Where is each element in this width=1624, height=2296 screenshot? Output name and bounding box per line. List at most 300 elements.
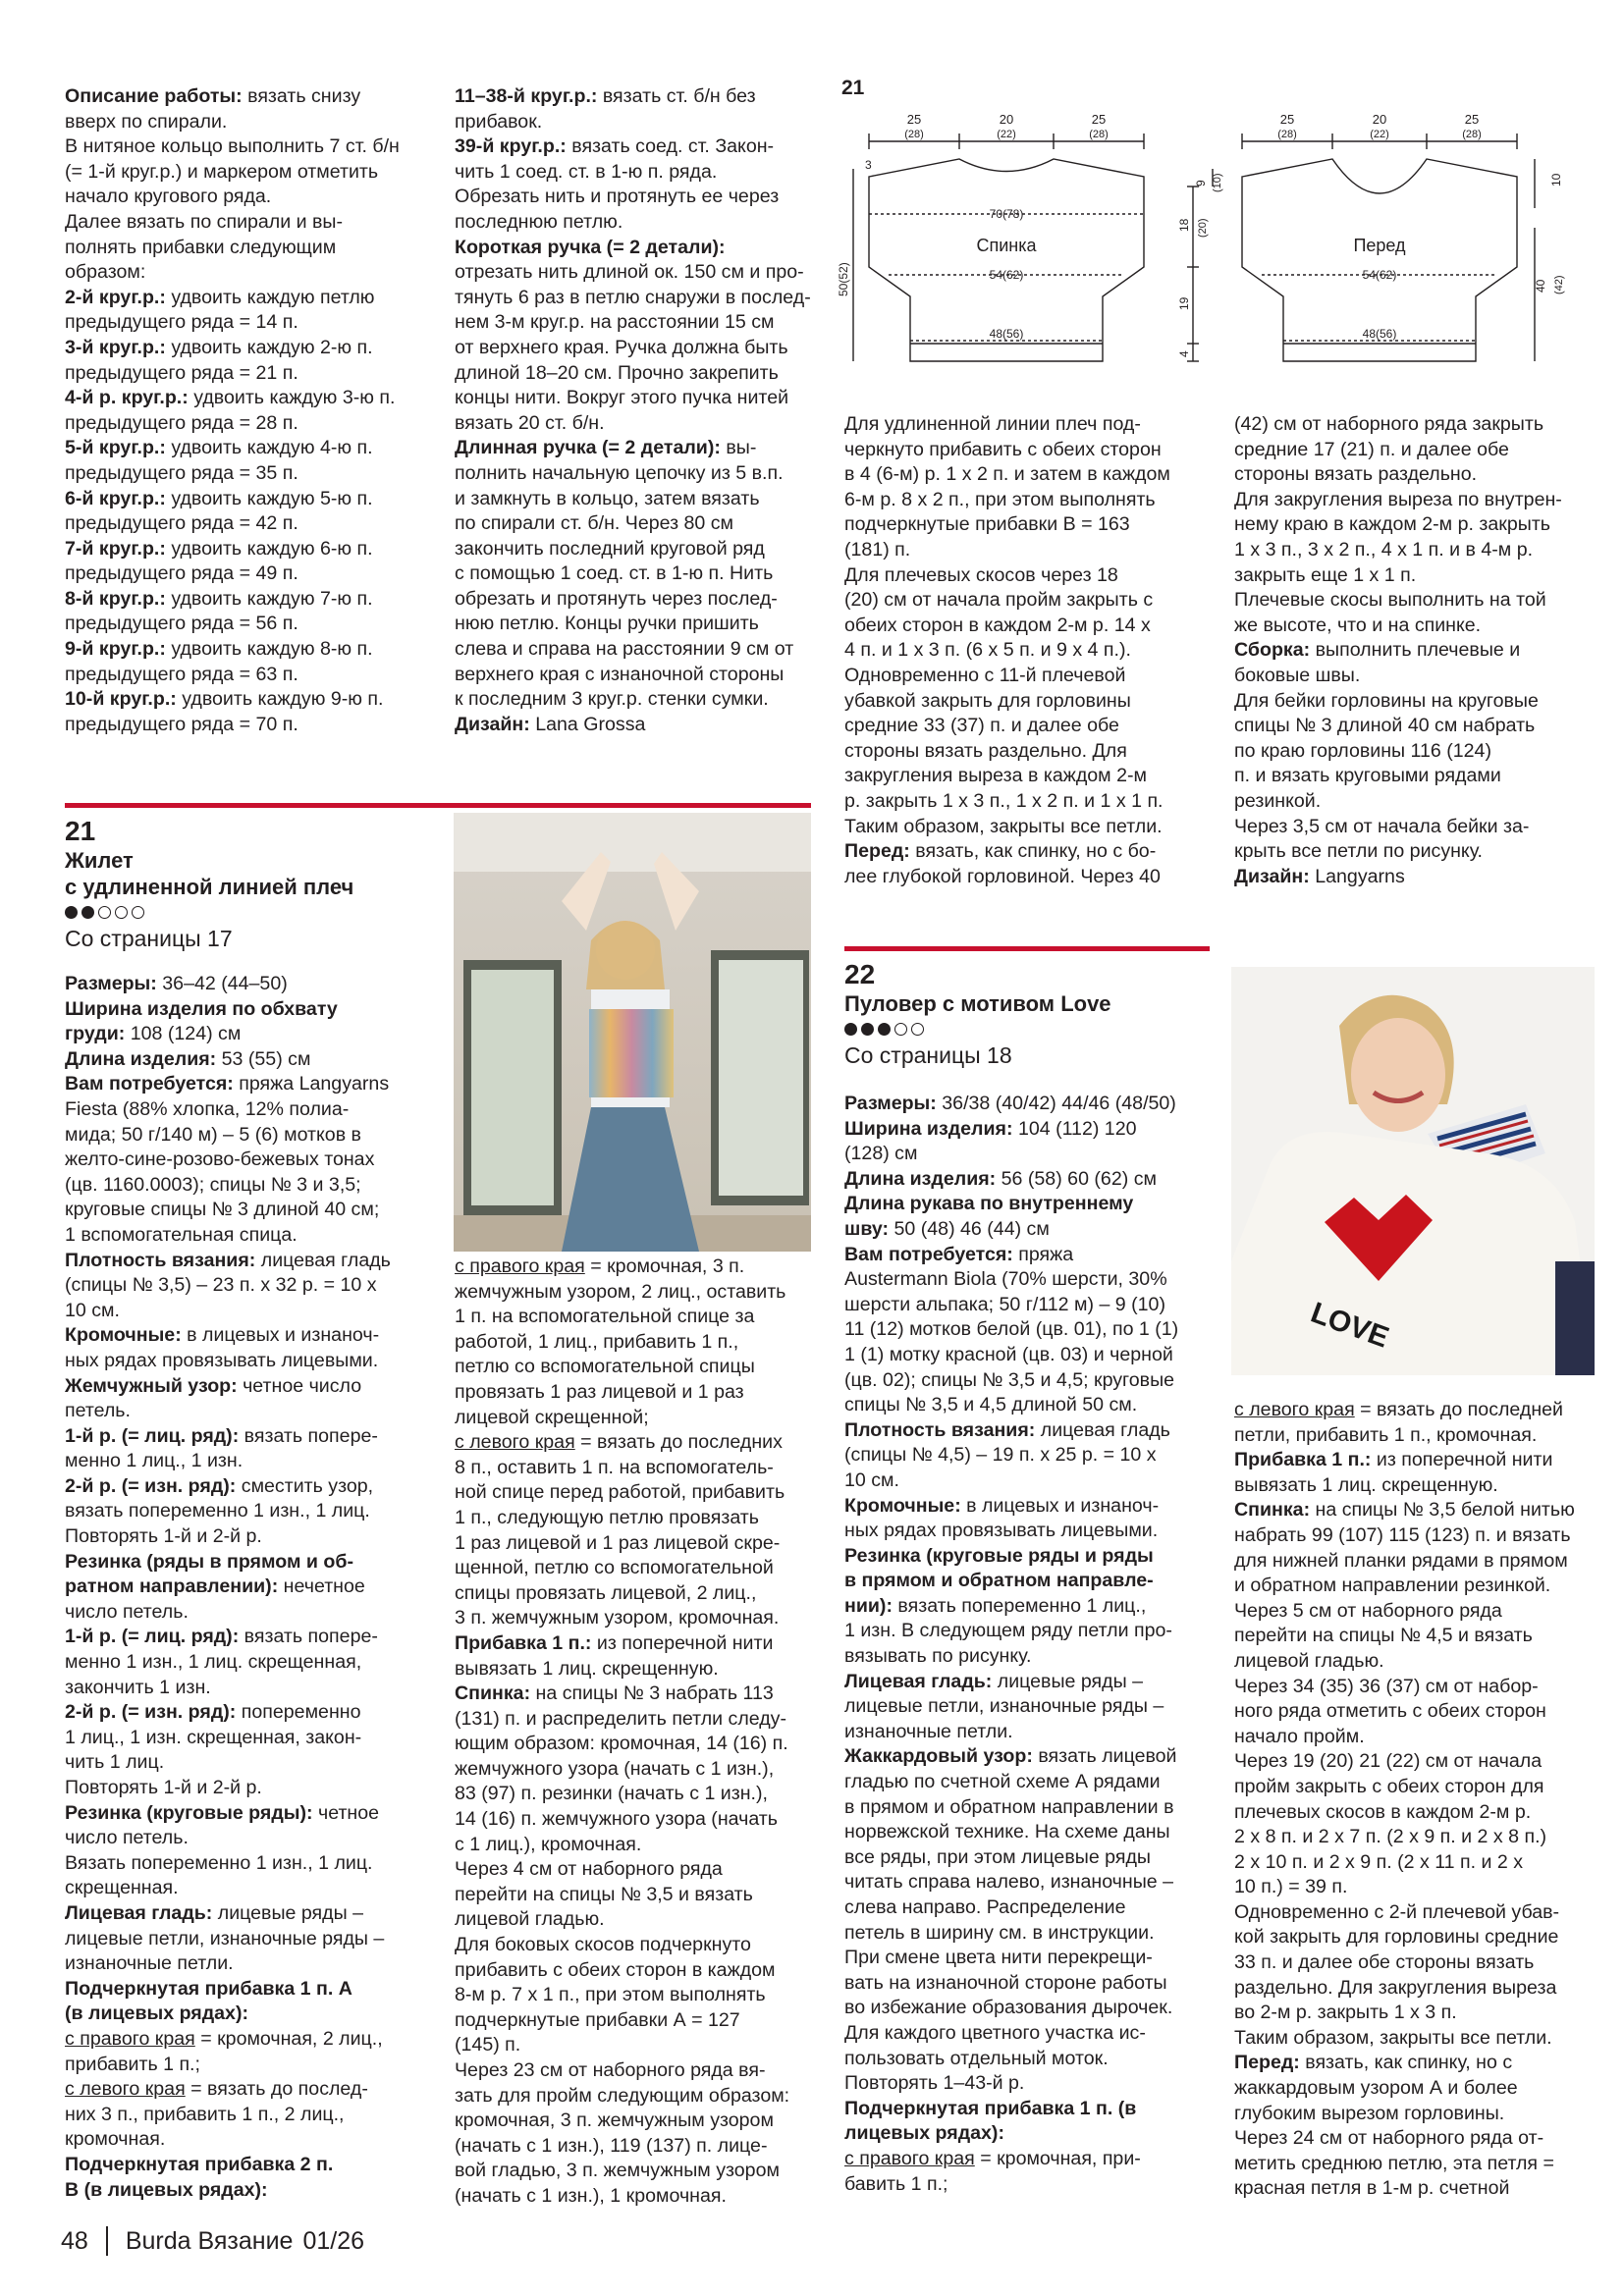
text-line bbox=[844, 1243, 1218, 1268]
line-text: четное число bbox=[237, 1374, 362, 1397]
line-text: раздельно. Для закругления выреза bbox=[1234, 1976, 1557, 1999]
line-text: Fiesta (88% хлопка, 12% полиа- bbox=[65, 1097, 350, 1120]
line-text: лицевые ряды – bbox=[212, 1901, 364, 1924]
text-line bbox=[65, 1072, 428, 1097]
text-line bbox=[65, 1625, 428, 1650]
line-text: в прямом и обратном направлении в bbox=[844, 1795, 1174, 1818]
line-text: от верхнего края. Ручка должна быть bbox=[455, 336, 788, 358]
text-line bbox=[65, 134, 418, 160]
line-text: концы нити. Вокруг этого пучка нитей bbox=[455, 387, 789, 409]
text-line bbox=[1234, 2176, 1597, 2202]
text-line bbox=[844, 1896, 1218, 1921]
difficulty-dot-empty bbox=[894, 1023, 907, 1036]
text-line bbox=[844, 1468, 1218, 1494]
difficulty-dot-empty bbox=[115, 906, 128, 919]
text-line bbox=[844, 1117, 1218, 1143]
text-line bbox=[65, 1750, 428, 1776]
text-line bbox=[1234, 2001, 1597, 2026]
line-text: (= 1-й круг.р.) и маркером отметить bbox=[65, 160, 379, 183]
page-number: 48 bbox=[61, 2227, 88, 2255]
svg-text:50(52): 50(52) bbox=[837, 262, 850, 296]
line-text: (цв. 02); спицы № 3,5 и 4,5; круговые bbox=[844, 1368, 1175, 1391]
line-text: стороны вязать раздельно. bbox=[1234, 463, 1478, 486]
line-text: в 4 (6-м) р. 1 x 2 п. и затем в каждом bbox=[844, 463, 1170, 486]
line-text: сместить узор, bbox=[236, 1474, 374, 1497]
line-text: вязать ст. б/н без bbox=[597, 85, 756, 107]
line-text: на спицы № 3 набрать 113 bbox=[530, 1682, 774, 1705]
line-text: вы- bbox=[720, 437, 757, 459]
text-line bbox=[65, 185, 418, 210]
line-text: образом: bbox=[65, 261, 146, 284]
line-text: Для закругления выреза по внутрен- bbox=[1234, 488, 1562, 510]
line-text: (128) см bbox=[844, 1143, 918, 1165]
text-line bbox=[1234, 1398, 1597, 1423]
line-text: удвоить каждую 6-ю п. bbox=[165, 537, 373, 560]
text-line bbox=[844, 438, 1218, 463]
line-text: 1 x 3 п., 3 x 2 п., 4 x 1 п. и в 4-м р. bbox=[1234, 538, 1534, 561]
text-line bbox=[1234, 2102, 1597, 2127]
text-line bbox=[1234, 865, 1597, 890]
line-text: средние 17 (21) п. и далее обе bbox=[1234, 438, 1509, 460]
text-line bbox=[65, 2178, 428, 2204]
line-text: спицы № 3 длиной 40 см набрать bbox=[1234, 715, 1536, 737]
bold-term: Длинная ручка (= 2 детали): bbox=[455, 437, 721, 459]
bold-term: Резинка (круговые ряды и ряды bbox=[844, 1544, 1154, 1567]
line-text: Повторять 1-й и 2-й р. bbox=[65, 1525, 262, 1548]
bold-term: 4-й р. круг.р.: bbox=[65, 387, 189, 409]
line-text: удвоить каждую 4-ю п. bbox=[165, 437, 373, 459]
svg-text:20: 20 bbox=[1372, 112, 1387, 127]
line-text: жаккардовым узором А и более bbox=[1234, 2077, 1518, 2100]
line-text: черкнуто прибавить с обеих сторон bbox=[844, 438, 1162, 460]
difficulty-dot-filled bbox=[878, 1023, 891, 1036]
text-line bbox=[1234, 1423, 1597, 1449]
svg-text:(28): (28) bbox=[1462, 129, 1482, 140]
text-line bbox=[1234, 538, 1597, 563]
text-line bbox=[844, 1820, 1218, 1845]
bold-term: Жаккардовый узор: bbox=[844, 1745, 1033, 1768]
svg-text:(28): (28) bbox=[904, 129, 924, 140]
line-text: удвоить каждую петлю bbox=[165, 286, 375, 308]
text-line bbox=[65, 160, 418, 186]
line-text: нему краю в каждом 2-м р. закрыть bbox=[1234, 513, 1550, 536]
text-line bbox=[844, 815, 1218, 840]
bold-term: в прямом и обратном направле- bbox=[844, 1570, 1154, 1592]
line-text: В нитяное кольцо выполнить 7 ст. б/н bbox=[65, 135, 400, 158]
line-text: средние 33 (37) п. и далее обе bbox=[844, 715, 1119, 737]
line-text: плечевых скосов в каждом 2-м р. bbox=[1234, 1800, 1532, 1823]
line-text: прибавить 1 п.; bbox=[65, 2053, 200, 2075]
text-line bbox=[65, 386, 418, 411]
line-text: попеременно bbox=[236, 1701, 361, 1724]
text-line bbox=[65, 487, 418, 512]
text-line bbox=[844, 538, 1218, 563]
line-text: 36–42 (44–50) bbox=[156, 973, 288, 994]
line-text: = вязать до последней bbox=[1354, 1399, 1563, 1420]
svg-text:40: 40 bbox=[1534, 279, 1547, 293]
bold-term: Дизайн: bbox=[455, 713, 530, 735]
line-text: жемчужного узора (начать с 1 изн.), bbox=[455, 1757, 775, 1780]
bold-term: Ширина изделия по обхвату bbox=[65, 997, 338, 1020]
text-line bbox=[1234, 714, 1597, 739]
difficulty-dot-filled bbox=[81, 906, 94, 919]
front-label: Перед bbox=[1353, 236, 1406, 255]
text-line bbox=[65, 1575, 428, 1600]
underlined-term: с правого края bbox=[844, 2147, 975, 2169]
text-line bbox=[844, 2172, 1218, 2198]
line-text: все ряды, при этом лицевые ряды bbox=[844, 1845, 1151, 1868]
text-line bbox=[65, 84, 418, 110]
line-text: из поперечной нити bbox=[591, 1631, 774, 1654]
bold-term: нии): bbox=[844, 1594, 893, 1617]
text-line bbox=[455, 236, 818, 261]
text-line bbox=[455, 1255, 818, 1280]
line-text: ной спице перед работой, прибавить bbox=[455, 1481, 785, 1504]
text-line bbox=[844, 865, 1218, 890]
text-line bbox=[455, 1857, 818, 1883]
line-text: 10 см. bbox=[65, 1299, 120, 1321]
text-line bbox=[455, 310, 818, 336]
line-text: изнаночные петли. bbox=[844, 1720, 1013, 1742]
text-line bbox=[455, 1406, 818, 1431]
line-text: пряжа bbox=[1012, 1243, 1074, 1265]
text-line bbox=[844, 1569, 1218, 1594]
line-text: Для бейки горловины на круговые bbox=[1234, 689, 1539, 712]
text-line bbox=[65, 1349, 428, 1374]
bold-term: Сборка: bbox=[1234, 639, 1311, 662]
text-line bbox=[65, 537, 418, 562]
bold-term: Длина изделия: bbox=[65, 1047, 217, 1070]
text-line bbox=[455, 1883, 818, 1908]
svg-text:25: 25 bbox=[1091, 112, 1107, 127]
text-line bbox=[65, 2077, 428, 2103]
text-line bbox=[65, 1676, 428, 1701]
line-text: жемчужным узором, 2 лиц., оставить bbox=[455, 1280, 786, 1303]
line-text: по спирали ст. б/н. Через 80 см bbox=[455, 512, 734, 535]
line-text: Повторять 1–43-й р. bbox=[844, 2072, 1025, 2095]
col1-top-text bbox=[65, 84, 418, 737]
text-line bbox=[844, 462, 1218, 488]
bold-term: Спинка: bbox=[455, 1682, 531, 1705]
text-line bbox=[1234, 815, 1597, 840]
line-text: лицевые петли, изнаночные ряды – bbox=[65, 1927, 385, 1949]
line-text: петли, прибавить 1 п., кромочная. bbox=[1234, 1423, 1538, 1446]
text-line bbox=[844, 488, 1218, 513]
line-text: 1 изн. В следующем ряду петли про- bbox=[844, 1620, 1172, 1642]
line-text: начало пройм. bbox=[1234, 1725, 1365, 1747]
bold-term: Кромочные: bbox=[65, 1324, 182, 1347]
section-number: 22 bbox=[844, 959, 876, 989]
bold-term: Перед: bbox=[1234, 2052, 1300, 2074]
line-text: предыдущего ряда = 28 п. bbox=[65, 411, 298, 434]
text-line bbox=[1234, 2152, 1597, 2177]
line-text: слева направо. Распределение bbox=[844, 1896, 1126, 1918]
line-text: гладью по счетной схеме А рядами bbox=[844, 1771, 1161, 1793]
line-text: п. и вязать круговыми рядами bbox=[1234, 765, 1501, 787]
bold-term: Лицевая гладь: bbox=[844, 1670, 993, 1692]
text-line bbox=[1234, 764, 1597, 789]
text-line bbox=[844, 2097, 1218, 2122]
text-line bbox=[844, 1092, 1218, 1117]
line-text: 50 (48) 46 (44) см bbox=[889, 1217, 1050, 1240]
line-text: удвоить каждую 8-ю п. bbox=[165, 638, 373, 661]
line-text: Через 23 см от наборного ряда вя- bbox=[455, 2059, 766, 2081]
text-line bbox=[455, 260, 818, 286]
line-text: 36/38 (40/42) 44/46 (48/50) bbox=[936, 1093, 1176, 1114]
text-line bbox=[65, 1851, 428, 1877]
line-text: в лицевых и изнаноч- bbox=[960, 1494, 1160, 1517]
text-line bbox=[844, 1443, 1218, 1468]
text-line bbox=[455, 110, 818, 135]
line-text: лицевая гладь bbox=[255, 1249, 391, 1271]
bold-term: 1-й р. (= лиц. ряд): bbox=[65, 1424, 240, 1447]
text-line bbox=[455, 1531, 818, 1557]
text-line bbox=[1234, 1725, 1597, 1750]
text-line bbox=[1234, 1775, 1597, 1800]
underlined-term: с правого края bbox=[455, 1255, 585, 1277]
section-number: 21 bbox=[65, 816, 96, 846]
line-text: подчеркнутые прибавки В = 163 bbox=[844, 513, 1130, 536]
line-text: 10 см. bbox=[844, 1468, 899, 1491]
line-text: удвоить каждую 5-ю п. bbox=[165, 487, 373, 509]
line-text: зать для пройм следующим образом: bbox=[455, 2084, 790, 2107]
line-text: = вязать до последних bbox=[574, 1431, 783, 1454]
line-text: в лицевых и изнаноч- bbox=[181, 1324, 380, 1347]
text-line bbox=[844, 1670, 1218, 1695]
text-line bbox=[455, 2159, 818, 2184]
line-text: (181) п. bbox=[844, 538, 911, 561]
line-text: предыдущего ряда = 70 п. bbox=[65, 713, 298, 735]
svg-text:20: 20 bbox=[999, 112, 1014, 127]
line-text: Через 24 см от наборного ряда от- bbox=[1234, 2127, 1544, 2150]
col1-mid-text bbox=[65, 972, 428, 2203]
text-line bbox=[455, 1682, 818, 1707]
text-line bbox=[844, 839, 1218, 865]
line-text: удвоить каждую 9-ю п. bbox=[176, 688, 384, 711]
text-line bbox=[844, 1971, 1218, 1997]
line-text: нюю петлю. Концы ручки пришить bbox=[455, 613, 759, 635]
text-line bbox=[844, 1368, 1218, 1394]
line-text: ного ряда отметить с обеих сторон bbox=[1234, 1700, 1546, 1723]
text-line bbox=[1234, 614, 1597, 639]
text-line bbox=[65, 713, 418, 738]
text-line bbox=[455, 2058, 818, 2084]
line-text: (20) см от начала пройм закрыть с bbox=[844, 589, 1154, 612]
text-line bbox=[65, 587, 418, 613]
svg-text:(42): (42) bbox=[1553, 275, 1565, 294]
text-line bbox=[65, 1977, 428, 2002]
line-text: лицевой гладью. bbox=[455, 1908, 605, 1931]
col2-mid-text bbox=[455, 1255, 818, 2210]
svg-text:(20): (20) bbox=[1197, 218, 1209, 238]
text-line bbox=[455, 361, 818, 387]
svg-text:70(78): 70(78) bbox=[989, 207, 1024, 221]
line-text: с помощью 1 соед. ст. в 1-ю п. Нить bbox=[455, 562, 774, 585]
text-line bbox=[455, 1581, 818, 1607]
line-text: пройм закрыть с обеих сторон для bbox=[1234, 1775, 1544, 1797]
text-line bbox=[1234, 1523, 1597, 1549]
text-line bbox=[844, 1644, 1218, 1670]
line-text: лицевой скрещенной; bbox=[455, 1406, 649, 1428]
line-text: предыдущего ряда = 35 п. bbox=[65, 461, 298, 484]
text-line bbox=[65, 2153, 428, 2178]
line-text: 10 п.) = 39 п. bbox=[1234, 1876, 1348, 1898]
line-text: прибавок. bbox=[455, 110, 543, 133]
text-line bbox=[1234, 512, 1597, 538]
text-line bbox=[455, 1757, 818, 1783]
line-text: читать справа налево, изнаночные – bbox=[844, 1871, 1174, 1894]
line-text: во избежание образования дырочек. bbox=[844, 1997, 1173, 2019]
text-line bbox=[844, 664, 1218, 689]
line-text: вязать 20 ст. б/н. bbox=[455, 411, 605, 434]
line-text: во 2-м р. закрыть 1 x 3 п. bbox=[1234, 2002, 1457, 2024]
text-line bbox=[65, 561, 418, 587]
svg-text:(28): (28) bbox=[1277, 129, 1297, 140]
line-text: вой гладью, 3 п. жемчужным узором bbox=[455, 2160, 780, 2182]
text-line bbox=[455, 185, 818, 210]
line-text: закругления выреза в каждом 2-м bbox=[844, 765, 1147, 787]
text-line bbox=[65, 461, 418, 487]
line-text: предыдущего ряда = 21 п. bbox=[65, 361, 298, 384]
text-line bbox=[455, 1631, 818, 1657]
text-line bbox=[65, 1524, 428, 1550]
svg-text:3: 3 bbox=[865, 158, 872, 172]
text-line bbox=[1234, 839, 1597, 865]
text-line bbox=[65, 436, 418, 461]
bold-term: 39-й круг.р.: bbox=[455, 135, 567, 158]
bold-term: Резинка (круговые ряды): bbox=[65, 1801, 313, 1824]
text-line bbox=[65, 336, 418, 361]
text-line bbox=[1234, 1925, 1597, 1950]
line-text: менно 1 изн., 1 лиц. скрещенная, bbox=[65, 1651, 362, 1674]
text-line bbox=[455, 1707, 818, 1733]
text-line bbox=[844, 1293, 1218, 1318]
line-text: кой закрыть для горловины средние bbox=[1234, 1926, 1559, 1949]
text-line bbox=[455, 1380, 818, 1406]
text-line bbox=[65, 1927, 428, 1952]
svg-text:48(56): 48(56) bbox=[1362, 327, 1397, 341]
text-line bbox=[65, 1273, 428, 1299]
line-text: (спицы № 3,5) – 23 п. x 32 р. = 10 x bbox=[65, 1274, 377, 1297]
diagram-number: 21 bbox=[841, 77, 865, 99]
text-line bbox=[455, 2008, 818, 2034]
text-line bbox=[65, 1424, 428, 1450]
line-text: чить 1 лиц. bbox=[65, 1751, 165, 1774]
bold-term: Резинка (ряды в прямом и об- bbox=[65, 1550, 353, 1573]
line-text: нем 3-м круг.р. на расстоянии 15 см bbox=[455, 311, 775, 334]
text-line bbox=[844, 1544, 1218, 1570]
line-text: боковые швы. bbox=[1234, 664, 1361, 686]
line-text: глубоким вырезом горловины. bbox=[1234, 2102, 1505, 2124]
text-line bbox=[455, 1807, 818, 1833]
line-text: (цв. 1160.0003); спицы № 3 и 3,5; bbox=[65, 1173, 361, 1196]
text-line bbox=[1234, 1649, 1597, 1675]
bold-term: 6-й круг.р.: bbox=[65, 487, 166, 509]
line-text: отрезать нить длиной ок. 150 см и про- bbox=[455, 261, 804, 284]
text-line bbox=[455, 1456, 818, 1481]
svg-text:(28): (28) bbox=[1089, 129, 1109, 140]
model-photo-love-sweater bbox=[1231, 967, 1595, 1375]
line-text: ных рядах провязывать лицевыми. bbox=[65, 1349, 379, 1371]
text-line bbox=[65, 1097, 428, 1123]
text-line bbox=[65, 361, 418, 387]
line-text: вязать попеременно 1 лиц., bbox=[892, 1594, 1147, 1617]
bold-term: Размеры: bbox=[844, 1093, 937, 1114]
bold-term: 2-й р. (= изн. ряд): bbox=[65, 1701, 237, 1724]
line-text: вязать соед. ст. Закон- bbox=[566, 135, 775, 158]
section-22-header bbox=[844, 946, 1210, 1071]
text-line bbox=[65, 2053, 428, 2078]
text-line bbox=[1234, 1749, 1597, 1775]
text-line bbox=[65, 687, 418, 713]
line-text: закрыть еще 1 x 1 п. bbox=[1234, 563, 1417, 586]
bold-term: Плотность вязания: bbox=[844, 1418, 1036, 1441]
text-line bbox=[844, 1744, 1218, 1770]
text-line bbox=[65, 1650, 428, 1676]
line-text: Вязать попеременно 1 изн., 1 лиц. bbox=[65, 1851, 373, 1874]
text-line bbox=[1234, 1624, 1597, 1649]
text-line bbox=[844, 1142, 1218, 1167]
text-line bbox=[1234, 1599, 1597, 1625]
text-line bbox=[455, 210, 818, 236]
line-text: 104 (112) 120 bbox=[1012, 1117, 1137, 1140]
line-text: Через 19 (20) 21 (22) см от начала bbox=[1234, 1750, 1543, 1773]
line-text: Повторять 1-й и 2-й р. bbox=[65, 1777, 262, 1798]
bold-term: Жемчужный узор: bbox=[65, 1374, 238, 1397]
line-text: Langyarns bbox=[1309, 865, 1405, 887]
difficulty-dot-filled bbox=[861, 1023, 874, 1036]
text-line bbox=[65, 1876, 428, 1901]
line-text: 1 (1) мотку красной (цв. 03) и черной bbox=[844, 1343, 1173, 1365]
text-line bbox=[455, 687, 818, 713]
footer-divider bbox=[106, 2226, 108, 2256]
line-text: же высоте, что и на спинке. bbox=[1234, 614, 1482, 636]
line-text: и замкнуть в кольцо, затем вязать bbox=[455, 487, 760, 509]
line-text: вязывать по рисунку. bbox=[844, 1645, 1032, 1668]
line-text: Через 5 см от наборного ряда bbox=[1234, 1599, 1502, 1622]
text-line bbox=[844, 638, 1218, 664]
difficulty-dot-empty bbox=[98, 906, 111, 919]
line-text: них 3 п., прибавить 1 п., 2 лиц., bbox=[65, 2103, 345, 2125]
text-line bbox=[455, 386, 818, 411]
text-line bbox=[455, 1305, 818, 1330]
line-text: = вязать до послед- bbox=[185, 2078, 368, 2101]
text-line bbox=[1234, 1875, 1597, 1900]
svg-text:LOVE: LOVE bbox=[1306, 1296, 1393, 1355]
line-text: 83 (97) п. резинки (начать с 1 изн.), bbox=[455, 1783, 768, 1805]
text-line bbox=[65, 236, 418, 261]
text-line bbox=[455, 2109, 818, 2134]
text-line bbox=[65, 110, 418, 135]
line-text: чить 1 соед. ст. в 1-ю п. ряда. bbox=[455, 160, 718, 183]
svg-text:25: 25 bbox=[1279, 112, 1295, 127]
line-text: 2 x 8 п. и 2 x 7 п. (2 x 9 п. и 2 x 8 п.) bbox=[1234, 1826, 1547, 1848]
text-line bbox=[65, 511, 418, 537]
line-text: желто-сине-розово-бежевых тонах bbox=[65, 1148, 375, 1171]
line-text: 3 п. жемчужным узором, кромочная. bbox=[455, 1607, 780, 1629]
line-text: верхнего края с изнаночной стороны bbox=[455, 663, 785, 685]
bold-term: Короткая ручка (= 2 детали): bbox=[455, 236, 726, 258]
line-text: Austermann Biola (70% шерсти, 30% bbox=[844, 1268, 1167, 1291]
line-text: обеих сторон в каждом 2-м р. 14 x bbox=[844, 614, 1151, 636]
text-line bbox=[1234, 438, 1597, 463]
svg-text:48(56): 48(56) bbox=[989, 327, 1024, 341]
text-line bbox=[455, 436, 818, 461]
text-line bbox=[455, 1355, 818, 1380]
line-text: Таким образом, закрыты все петли. bbox=[1234, 2026, 1552, 2049]
text-line bbox=[1234, 2026, 1597, 2052]
text-line bbox=[65, 310, 418, 336]
